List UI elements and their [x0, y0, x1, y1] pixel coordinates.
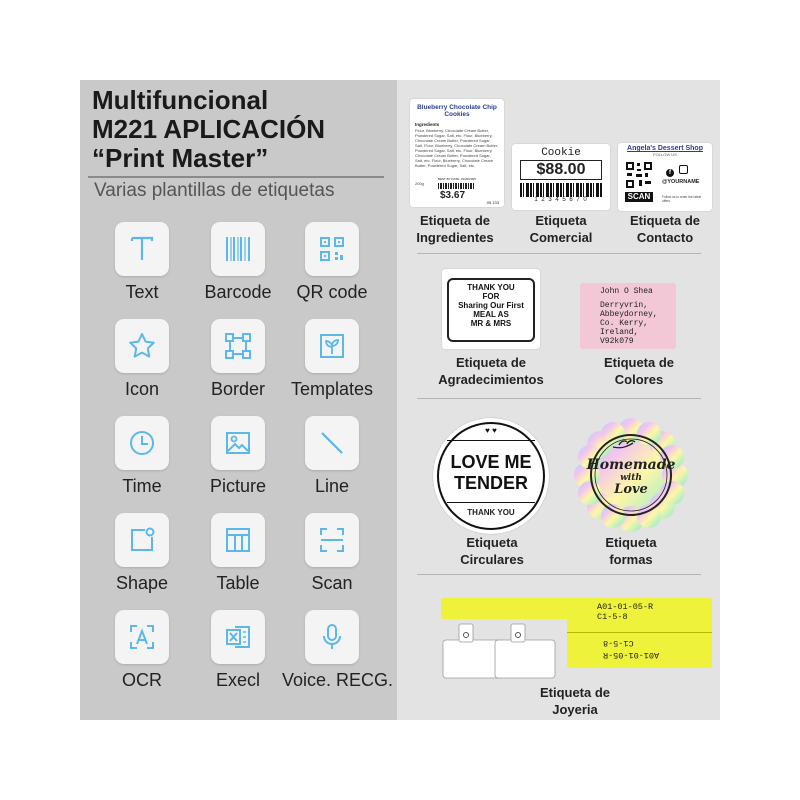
yellow-fold	[567, 632, 712, 633]
tool-ocr[interactable]	[92, 610, 192, 706]
section-divider	[417, 574, 701, 575]
tool-label: Icon	[124, 379, 160, 399]
templates-icon	[317, 331, 347, 361]
caption-line: Etiqueta de	[419, 213, 491, 228]
clock-icon	[127, 428, 157, 458]
ingredients-code: 05 133	[486, 200, 499, 205]
address-line: Co. Kerry,	[600, 319, 649, 328]
tool-picture[interactable]	[188, 416, 288, 512]
page-title	[92, 86, 392, 173]
caption-contact	[610, 212, 720, 246]
caption-thanks	[426, 354, 556, 388]
caption-shapes	[576, 534, 686, 568]
tool-label: Voice. RECG.	[282, 670, 394, 690]
ingredients-body: Flour, Blueberry, Chocolate Cream Butter, Powdered Sugar, Salt, etc. Flour, Blueberry, Chocolate Cream Butter, Powdered Sugar, Salt, Flour, Blueberry, Chocolate Cream Butter, Powdered Sugar, Salt, etc. Flour, Blueberry, Chocolate Cream Butter, Powdered Sugar, Salt, etc. Flour, Blueberry, Chocolate Cream Butter, Powdered Sugar, Salt, etc.	[415, 128, 499, 168]
line-icon	[317, 428, 347, 458]
tool-label: Line	[314, 476, 350, 496]
circular-text	[433, 452, 549, 494]
circular-top-rule	[447, 440, 535, 441]
tool-table[interactable]	[188, 513, 288, 609]
tool-label: Picture	[209, 476, 267, 496]
caption-line: Etiqueta de	[603, 355, 675, 370]
caption-line: Etiqueta de	[629, 213, 701, 228]
excel-icon	[223, 622, 253, 652]
caption-line: Circulares	[460, 552, 524, 567]
tool-label: Border	[210, 379, 266, 399]
caption-line: Contacto	[636, 230, 694, 245]
circular-line: LOVE ME	[450, 452, 532, 472]
circular-line: TENDER	[453, 473, 528, 493]
ingredients-label	[410, 99, 504, 207]
commercial-label	[512, 144, 610, 210]
colors-name: John O Shea	[600, 287, 653, 296]
caption-line: Etiqueta de	[539, 685, 611, 700]
commercial-name: Cookie	[541, 147, 581, 159]
tool-text[interactable]	[92, 222, 192, 318]
thanks-line: Sharing Our First	[458, 301, 524, 310]
address-line: V92k079	[600, 337, 634, 346]
contact-note: Follow us to order the latest offers	[662, 195, 702, 203]
tool-scan[interactable]	[282, 513, 382, 609]
tool-qr-code[interactable]	[282, 222, 382, 318]
tool-label: Scan	[311, 573, 353, 593]
thanks-line: FOR	[482, 292, 500, 301]
circular-bottom-rule	[447, 502, 535, 503]
tool-barcode[interactable]	[188, 222, 288, 318]
yellow-tail	[441, 598, 576, 619]
hearts-icon: ♥ ♥	[485, 426, 497, 435]
colors-label	[580, 283, 676, 349]
tool-excel[interactable]	[188, 610, 288, 706]
contact-social-icons	[666, 165, 688, 177]
star-icon	[127, 331, 157, 361]
jewelry-tag-yellow	[441, 598, 712, 670]
ingredients-heading: Ingredients	[415, 122, 440, 127]
address-line: Ireland,	[600, 328, 639, 337]
caption-line: Joyeria	[552, 702, 598, 717]
contact-handle: @YOURNAME	[662, 179, 700, 185]
tool-label: Table	[216, 573, 260, 593]
shapes-line: Homemade	[586, 457, 676, 473]
picture-icon	[223, 428, 253, 458]
tool-time[interactable]	[92, 416, 192, 512]
ocr-icon	[127, 622, 157, 652]
facebook-icon: f	[666, 169, 674, 177]
tool-voice-recognition[interactable]	[282, 610, 394, 706]
tool-label: Shape	[115, 573, 169, 593]
caption-circular	[437, 534, 547, 568]
caption-colors	[584, 354, 694, 388]
scan-icon	[317, 525, 347, 555]
tool-icon[interactable]	[92, 319, 192, 415]
section-divider	[417, 398, 701, 399]
tool-label: Execl	[215, 670, 260, 690]
tool-line[interactable]	[282, 416, 382, 512]
caption-commercial	[506, 212, 616, 246]
caption-line: Ingredientes	[416, 230, 494, 245]
tool-label: Templates	[290, 379, 374, 399]
ingredients-title: Blueberry Chocolate Chip Cookies	[417, 104, 497, 118]
tool-label: Barcode	[204, 282, 272, 302]
divider	[88, 176, 384, 178]
tool-templates[interactable]	[282, 319, 382, 415]
commercial-price: $88.00	[520, 160, 602, 180]
jewelry-code-1-flipped: A01-01-05-R	[603, 650, 660, 660]
address-line: Abbeydorney,	[600, 310, 658, 319]
barcode-icon	[223, 234, 253, 264]
microphone-icon	[317, 622, 347, 652]
title-line-2: M221 APLICACIÓN	[92, 114, 326, 144]
caption-line: formas	[609, 552, 653, 567]
caption-line: Etiqueta	[535, 213, 587, 228]
shapes-line: Love	[614, 482, 648, 497]
caption-jewelry	[520, 684, 630, 718]
caption-line: Etiqueta	[466, 535, 518, 550]
border-icon	[223, 331, 253, 361]
text-icon	[127, 234, 157, 264]
shapes-text	[573, 458, 689, 497]
thanks-text	[450, 283, 532, 328]
ingredients-barcode	[438, 183, 474, 189]
qr-code	[625, 161, 653, 189]
subtitle: Varias plantillas de etiquetas	[94, 180, 335, 201]
tool-label: QR code	[296, 282, 368, 302]
contact-shop: Angela's Dessert Shop	[627, 145, 703, 152]
jewelry-code-1: A01-01-05-R	[597, 602, 654, 612]
contact-follow: FOLLOW US	[653, 152, 677, 157]
thanks-label	[442, 269, 540, 349]
ingredients-weight: 200g	[415, 181, 424, 186]
contact-label	[618, 143, 712, 211]
caption-line: Agradecimientos	[438, 372, 544, 387]
ingredients-price: $3.67	[440, 190, 466, 201]
title-line-3: “Print Master”	[92, 143, 269, 173]
jewelry-code-2: C1-5-8	[597, 612, 628, 622]
caption-line: Comercial	[529, 230, 593, 245]
instagram-icon	[679, 165, 688, 174]
caption-line: Etiqueta	[605, 535, 657, 550]
section-divider	[417, 253, 701, 254]
tool-shape[interactable]	[92, 513, 192, 609]
commercial-barcode	[520, 183, 602, 197]
qr-code-icon	[317, 234, 347, 264]
caption-line: Colores	[614, 372, 664, 387]
circular-thanks: THANK YOU	[467, 508, 515, 517]
ingredients-best-by: BEST BY DATE: 01/20/2025	[438, 177, 476, 181]
shapes-line: with	[620, 473, 642, 483]
thanks-line: THANK YOU	[467, 283, 515, 292]
shape-icon	[127, 525, 157, 555]
title-line-1: Multifuncional	[92, 85, 269, 115]
commercial-digits: 1 2 3 4 5 6 7 0	[534, 197, 588, 203]
tool-border[interactable]	[188, 319, 288, 415]
jewelry-code-2-flipped: C1-5-8	[603, 638, 634, 648]
contact-scan: SCAN	[625, 192, 653, 202]
address-line: Derryvrin,	[600, 301, 649, 310]
tool-label: Text	[125, 282, 159, 302]
table-icon	[223, 525, 253, 555]
tool-label: OCR	[122, 670, 162, 690]
colors-address	[600, 301, 658, 346]
tool-label: Time	[122, 476, 162, 496]
thanks-line: MR & MRS	[470, 319, 512, 328]
caption-line: Etiqueta de	[455, 355, 527, 370]
caption-ingredients	[400, 212, 510, 246]
circular-label	[433, 418, 549, 534]
thanks-line: MEAL AS	[473, 310, 509, 319]
